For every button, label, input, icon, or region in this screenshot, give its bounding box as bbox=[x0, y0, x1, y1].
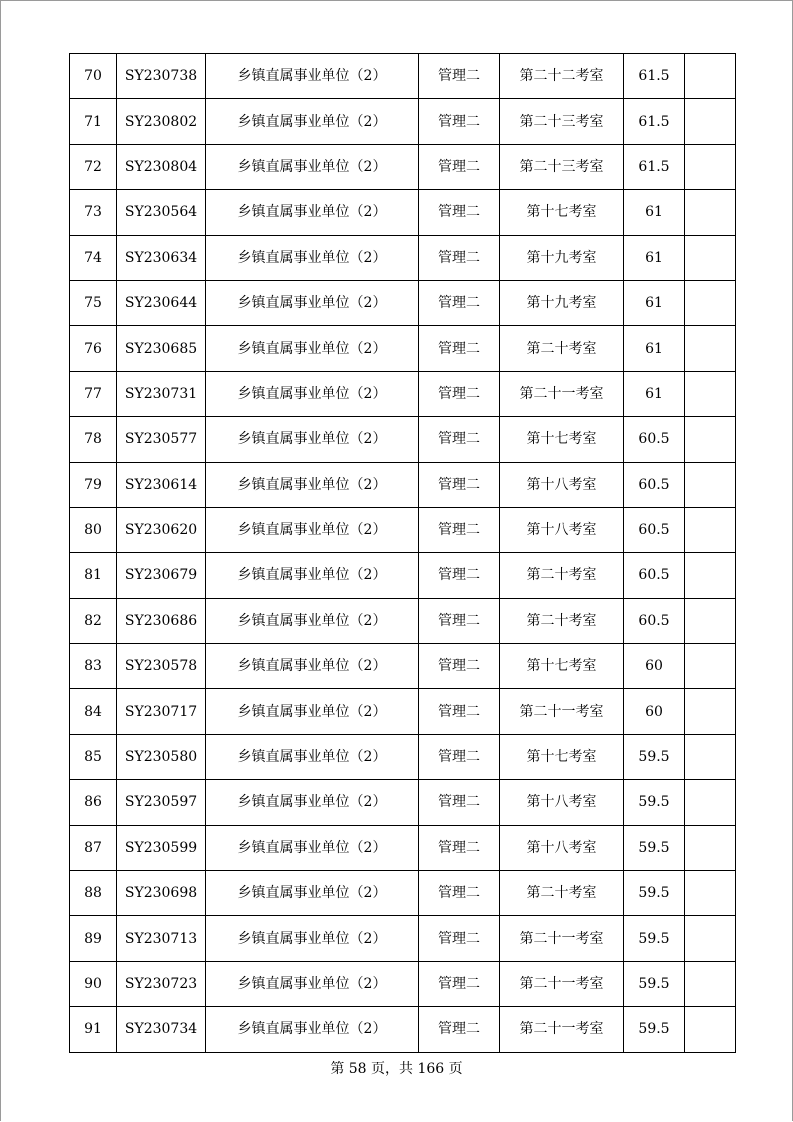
exam-room-cell: 第十七考室 bbox=[500, 644, 624, 689]
table-row bbox=[70, 507, 736, 552]
position-cell: 管理二 bbox=[419, 689, 500, 734]
candidate-id-cell: SY230634 bbox=[117, 235, 206, 280]
employer-unit-cell: 乡镇直属事业单位（2） bbox=[206, 371, 419, 416]
exam-room-cell: 第十七考室 bbox=[500, 417, 624, 462]
row-number-cell: 75 bbox=[70, 280, 117, 325]
table-row bbox=[70, 825, 736, 870]
remark-cell bbox=[685, 553, 736, 598]
row-number-cell: 86 bbox=[70, 780, 117, 825]
position-cell: 管理二 bbox=[419, 462, 500, 507]
position-cell: 管理二 bbox=[419, 553, 500, 598]
table-row bbox=[70, 553, 736, 598]
candidate-id-cell: SY230644 bbox=[117, 280, 206, 325]
score-cell: 59.5 bbox=[624, 1007, 685, 1052]
employer-unit-cell: 乡镇直属事业单位（2） bbox=[206, 825, 419, 870]
candidate-id-cell: SY230731 bbox=[117, 371, 206, 416]
employer-unit-cell: 乡镇直属事业单位（2） bbox=[206, 235, 419, 280]
position-cell: 管理二 bbox=[419, 916, 500, 961]
table-row bbox=[70, 462, 736, 507]
row-number-cell: 71 bbox=[70, 99, 117, 144]
row-number-cell: 76 bbox=[70, 326, 117, 371]
position-cell: 管理二 bbox=[419, 235, 500, 280]
table-row bbox=[70, 1007, 736, 1052]
score-cell: 60.5 bbox=[624, 507, 685, 552]
table-row bbox=[70, 144, 736, 189]
exam-room-cell: 第二十一考室 bbox=[500, 1007, 624, 1052]
score-cell: 61.5 bbox=[624, 54, 685, 99]
remark-cell bbox=[685, 1007, 736, 1052]
row-number-cell: 78 bbox=[70, 417, 117, 462]
candidate-id-cell: SY230599 bbox=[117, 825, 206, 870]
row-number-cell: 85 bbox=[70, 734, 117, 779]
position-cell: 管理二 bbox=[419, 644, 500, 689]
position-cell: 管理二 bbox=[419, 598, 500, 643]
position-cell: 管理二 bbox=[419, 871, 500, 916]
remark-cell bbox=[685, 961, 736, 1006]
remark-cell bbox=[685, 462, 736, 507]
score-cell: 61.5 bbox=[624, 144, 685, 189]
row-number-cell: 82 bbox=[70, 598, 117, 643]
score-cell: 59.5 bbox=[624, 734, 685, 779]
employer-unit-cell: 乡镇直属事业单位（2） bbox=[206, 780, 419, 825]
score-cell: 61 bbox=[624, 371, 685, 416]
row-number-cell: 79 bbox=[70, 462, 117, 507]
row-number-cell: 80 bbox=[70, 507, 117, 552]
candidate-id-cell: SY230698 bbox=[117, 871, 206, 916]
remark-cell bbox=[685, 598, 736, 643]
table-body bbox=[70, 54, 736, 1053]
position-cell: 管理二 bbox=[419, 825, 500, 870]
exam-room-cell: 第二十一考室 bbox=[500, 916, 624, 961]
candidate-id-cell: SY230577 bbox=[117, 417, 206, 462]
remark-cell bbox=[685, 871, 736, 916]
candidate-id-cell: SY230685 bbox=[117, 326, 206, 371]
row-number-cell: 77 bbox=[70, 371, 117, 416]
row-number-cell: 90 bbox=[70, 961, 117, 1006]
position-cell: 管理二 bbox=[419, 280, 500, 325]
table-row bbox=[70, 598, 736, 643]
position-cell: 管理二 bbox=[419, 961, 500, 1006]
table-row bbox=[70, 689, 736, 734]
remark-cell bbox=[685, 417, 736, 462]
exam-room-cell: 第二十一考室 bbox=[500, 961, 624, 1006]
candidate-id-cell: SY230578 bbox=[117, 644, 206, 689]
position-cell: 管理二 bbox=[419, 507, 500, 552]
candidate-id-cell: SY230580 bbox=[117, 734, 206, 779]
row-number-cell: 81 bbox=[70, 553, 117, 598]
score-cell: 60.5 bbox=[624, 417, 685, 462]
remark-cell bbox=[685, 190, 736, 235]
position-cell: 管理二 bbox=[419, 190, 500, 235]
score-cell: 61.5 bbox=[624, 99, 685, 144]
remark-cell bbox=[685, 780, 736, 825]
row-number-cell: 72 bbox=[70, 144, 117, 189]
remark-cell bbox=[685, 371, 736, 416]
table-row bbox=[70, 280, 736, 325]
exam-room-cell: 第二十考室 bbox=[500, 553, 624, 598]
candidate-id-cell: SY230804 bbox=[117, 144, 206, 189]
employer-unit-cell: 乡镇直属事业单位（2） bbox=[206, 1007, 419, 1052]
candidate-id-cell: SY230597 bbox=[117, 780, 206, 825]
position-cell: 管理二 bbox=[419, 417, 500, 462]
candidate-id-cell: SY230564 bbox=[117, 190, 206, 235]
employer-unit-cell: 乡镇直属事业单位（2） bbox=[206, 553, 419, 598]
row-number-cell: 84 bbox=[70, 689, 117, 734]
score-cell: 60 bbox=[624, 689, 685, 734]
candidate-id-cell: SY230620 bbox=[117, 507, 206, 552]
position-cell: 管理二 bbox=[419, 1007, 500, 1052]
position-cell: 管理二 bbox=[419, 99, 500, 144]
row-number-cell: 83 bbox=[70, 644, 117, 689]
remark-cell bbox=[685, 144, 736, 189]
exam-room-cell: 第二十考室 bbox=[500, 871, 624, 916]
table-row bbox=[70, 644, 736, 689]
employer-unit-cell: 乡镇直属事业单位（2） bbox=[206, 598, 419, 643]
row-number-cell: 87 bbox=[70, 825, 117, 870]
employer-unit-cell: 乡镇直属事业单位（2） bbox=[206, 734, 419, 779]
remark-cell bbox=[685, 689, 736, 734]
exam-room-cell: 第十九考室 bbox=[500, 235, 624, 280]
employer-unit-cell: 乡镇直属事业单位（2） bbox=[206, 190, 419, 235]
exam-room-cell: 第十七考室 bbox=[500, 190, 624, 235]
employer-unit-cell: 乡镇直属事业单位（2） bbox=[206, 961, 419, 1006]
exam-room-cell: 第十八考室 bbox=[500, 507, 624, 552]
table-row bbox=[70, 235, 736, 280]
score-cell: 61 bbox=[624, 280, 685, 325]
exam-room-cell: 第二十考室 bbox=[500, 598, 624, 643]
row-number-cell: 91 bbox=[70, 1007, 117, 1052]
row-number-cell: 73 bbox=[70, 190, 117, 235]
remark-cell bbox=[685, 734, 736, 779]
position-cell: 管理二 bbox=[419, 780, 500, 825]
page-footer: 第 58 页，共 166 页 bbox=[330, 1061, 463, 1077]
employer-unit-cell: 乡镇直属事业单位（2） bbox=[206, 417, 419, 462]
candidate-id-cell: SY230723 bbox=[117, 961, 206, 1006]
candidate-id-cell: SY230686 bbox=[117, 598, 206, 643]
exam-room-cell: 第十九考室 bbox=[500, 280, 624, 325]
score-cell: 59.5 bbox=[624, 871, 685, 916]
remark-cell bbox=[685, 825, 736, 870]
remark-cell bbox=[685, 326, 736, 371]
row-number-cell: 88 bbox=[70, 871, 117, 916]
table-row bbox=[70, 916, 736, 961]
exam-room-cell: 第二十一考室 bbox=[500, 371, 624, 416]
score-cell: 59.5 bbox=[624, 916, 685, 961]
table-row bbox=[70, 326, 736, 371]
exam-room-cell: 第二十三考室 bbox=[500, 144, 624, 189]
remark-cell bbox=[685, 644, 736, 689]
exam-room-cell: 第二十一考室 bbox=[500, 689, 624, 734]
position-cell: 管理二 bbox=[419, 371, 500, 416]
exam-room-cell: 第十七考室 bbox=[500, 734, 624, 779]
exam-room-cell: 第二十考室 bbox=[500, 326, 624, 371]
employer-unit-cell: 乡镇直属事业单位（2） bbox=[206, 644, 419, 689]
employer-unit-cell: 乡镇直属事业单位（2） bbox=[206, 99, 419, 144]
exam-room-cell: 第二十二考室 bbox=[500, 54, 624, 99]
exam-room-cell: 第十八考室 bbox=[500, 780, 624, 825]
employer-unit-cell: 乡镇直属事业单位（2） bbox=[206, 871, 419, 916]
remark-cell bbox=[685, 280, 736, 325]
score-cell: 61 bbox=[624, 235, 685, 280]
position-cell: 管理二 bbox=[419, 144, 500, 189]
score-cell: 59.5 bbox=[624, 825, 685, 870]
employer-unit-cell: 乡镇直属事业单位（2） bbox=[206, 280, 419, 325]
table-row bbox=[70, 734, 736, 779]
score-cell: 59.5 bbox=[624, 961, 685, 1006]
candidate-id-cell: SY230734 bbox=[117, 1007, 206, 1052]
employer-unit-cell: 乡镇直属事业单位（2） bbox=[206, 462, 419, 507]
remark-cell bbox=[685, 916, 736, 961]
remark-cell bbox=[685, 54, 736, 99]
score-cell: 60 bbox=[624, 644, 685, 689]
candidate-id-cell: SY230679 bbox=[117, 553, 206, 598]
table-row bbox=[70, 871, 736, 916]
position-cell: 管理二 bbox=[419, 54, 500, 99]
table-row bbox=[70, 417, 736, 462]
results-table bbox=[69, 53, 736, 1053]
employer-unit-cell: 乡镇直属事业单位（2） bbox=[206, 507, 419, 552]
employer-unit-cell: 乡镇直属事业单位（2） bbox=[206, 916, 419, 961]
table-row bbox=[70, 961, 736, 1006]
employer-unit-cell: 乡镇直属事业单位（2） bbox=[206, 54, 419, 99]
employer-unit-cell: 乡镇直属事业单位（2） bbox=[206, 326, 419, 371]
exam-room-cell: 第十八考室 bbox=[500, 462, 624, 507]
table-row bbox=[70, 99, 736, 144]
row-number-cell: 74 bbox=[70, 235, 117, 280]
position-cell: 管理二 bbox=[419, 734, 500, 779]
table-row bbox=[70, 780, 736, 825]
row-number-cell: 89 bbox=[70, 916, 117, 961]
remark-cell bbox=[685, 507, 736, 552]
employer-unit-cell: 乡镇直属事业单位（2） bbox=[206, 144, 419, 189]
score-cell: 60.5 bbox=[624, 462, 685, 507]
remark-cell bbox=[685, 99, 736, 144]
position-cell: 管理二 bbox=[419, 326, 500, 371]
candidate-id-cell: SY230717 bbox=[117, 689, 206, 734]
remark-cell bbox=[685, 235, 736, 280]
table-row bbox=[70, 190, 736, 235]
score-cell: 60.5 bbox=[624, 553, 685, 598]
candidate-id-cell: SY230738 bbox=[117, 54, 206, 99]
employer-unit-cell: 乡镇直属事业单位（2） bbox=[206, 689, 419, 734]
candidate-id-cell: SY230802 bbox=[117, 99, 206, 144]
score-cell: 61 bbox=[624, 190, 685, 235]
row-number-cell: 70 bbox=[70, 54, 117, 99]
score-cell: 59.5 bbox=[624, 780, 685, 825]
exam-room-cell: 第十八考室 bbox=[500, 825, 624, 870]
candidate-id-cell: SY230614 bbox=[117, 462, 206, 507]
exam-room-cell: 第二十三考室 bbox=[500, 99, 624, 144]
candidate-id-cell: SY230713 bbox=[117, 916, 206, 961]
score-cell: 61 bbox=[624, 326, 685, 371]
table-row bbox=[70, 54, 736, 99]
table-row bbox=[70, 371, 736, 416]
score-cell: 60.5 bbox=[624, 598, 685, 643]
